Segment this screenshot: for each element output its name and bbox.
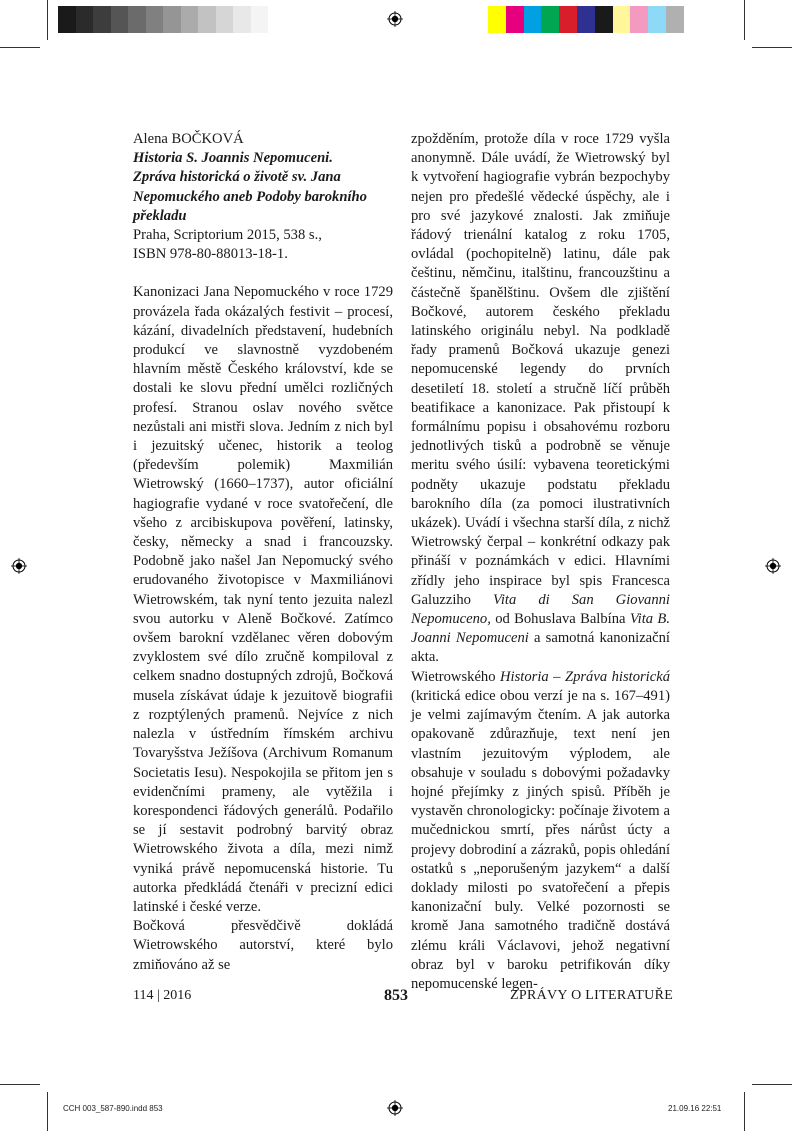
book-publisher: Praha, Scriptorium 2015, 538 s.,: [133, 227, 322, 244]
body-paragraph-2: Bočková přesvědčivě dokládá Wietrowského autorství, které bylo zmiňováno až se: [133, 918, 393, 973]
page-number: 853: [384, 987, 408, 1004]
book-title-line-3: Nepomuckého aneb Podoby barokního: [133, 188, 367, 205]
body-paragraph-1: Kanonizaci Jana Nepomuckého v roce 1729 provázela řada okázalých festivit – procesí, kázání, divadelních představení, hudebních produkcí ve slavnostně vyzdobeném hlavním městě Českého království, kde se dostali ke slovu přední umělci rozličných profesí. Stranou oslav nového světce nezůstali ani mistři slova. Jedním z nich byl i jezuitský učenec, historik a teolog (především polemik) Maxmilián Wietrowský (1660–1737), autor oficiální hagiografie vydané v roce svatořečení, dle všeho z arcibiskupova pověření, latinsky, česky, německy a snad i francouzsky. Podobně jako našel Jan Nepomucký svého erudovaného životopisce v Maxmiliánovi Wietrowském, tak nyní tento jezuita nalezl svou autorku v Aleně Bočkové. Zatímco ovšem barokní vzdělanec věren dobovým zvyklostem své dílo zručně kompiloval z celkem snadno dostupných zdrojů, Bočková musela získávat údaje k jezuitově biografii z rozptýlených pramenů. Nejvíce z nich nalezla v ústředním římském archivu Tovaryšstva Ježíšova (Archivum Romanum Societatis Iesu). Nespokojila se přitom jen s evidenčními prameny, ale vytěžila i korespondenci řádových generálů. Podařilo se jí sestavit podrobný barvitý obraz Wietrowského života a díla, mezi nimž vyniká právě nepomucenská historie. Tu autorka předkládá čtenáři v precizní edici latinské i české verze.: [133, 284, 393, 915]
book-isbn: ISBN 978-80-88013-18-1.: [133, 246, 288, 263]
crop-mark-right-top: [752, 47, 792, 48]
color-swatch: [146, 6, 164, 33]
crop-mark-top-left: [47, 0, 48, 40]
paragraph-text: od Bohuslava Balbína: [490, 611, 630, 628]
paragraph-text: a samotná kanonizační akta.: [411, 630, 670, 666]
registration-mark-left-icon: [11, 558, 27, 574]
color-swatch: [233, 6, 251, 33]
color-swatch: [181, 6, 199, 33]
crop-mark-right-bottom: [752, 1084, 792, 1085]
color-swatch: [93, 6, 111, 33]
color-swatch: [524, 6, 542, 33]
italic-title-galuzzi: Vita di San Giovanni Nepomuceno,: [411, 591, 670, 628]
book-title-line-4: překladu: [133, 207, 187, 224]
crop-mark-left-top: [0, 47, 40, 48]
crop-mark-left-bottom: [0, 1084, 40, 1085]
color-swatch: [216, 6, 234, 33]
paragraph-text: (kritická edice obou verzí je na s. 167–491) je velmi zajímavým čtením. A jak autorka opakovaně zdůrazňuje, text není jen vlastním jezuitovým výplodem, ale obsahuje v souladu s dobovými požadavky hojné přejímky z jiných spisů. Příběh je vystavěn chronologicky: počínaje životem a mučednickou smrtí, přes nárůst úcty a projevy dobrodiní a zázraků, popis ohledání ostatků s „neporušeným jazykem“ a další doklady milosti po svatořečení a přepis kanonizační buly. Velké pozornosti se kromě Jana samotného tradičně dostává zlému králi Václavovi, jehož negativní obraz byl v baroku petrifikován díky nepomucenské legen-: [411, 687, 670, 992]
right-column: [411, 130, 670, 994]
color-swatch: [630, 6, 648, 33]
slug-filename: CCH 003_587-890.indd 853: [63, 1104, 163, 1113]
crop-mark-bottom-left: [47, 1092, 48, 1131]
italic-title-historia: Historia – Zpráva historická: [500, 668, 670, 685]
color-swatch: [506, 6, 524, 33]
color-swatch: [613, 6, 631, 33]
slug-timestamp: 21.09.16 22:51: [668, 1104, 722, 1113]
color-swatch: [76, 6, 94, 33]
paragraph-text: zpožděním, protože díla v roce 1729 vyšla anonymně. Dále uvádí, že Wietrowský byl k vytvoření hagiografie vybrán bezpochyby nejen pro předešlé vědecké úspěchy, ale i pro své jazykové znalosti. Jak zmiňuje řádový trienální katalog z roku 1705, ovládal (pochopitelně) latinu, dále pak češtinu, němčinu, italštinu, francouzštinu a částečně španělštinu. Ovšem dle zjištění Bočkové, autorem českého překladu latinského originálu nebyl. Na podkladě řady pramenů Bočková ukazuje genezi nepomucenské legendy do prvních desetiletí 18. století a stručně líčí průběh beatifikace a kanonizace. Pak přistoupí k formálnímu popisu i obsahovému rozboru jednotlivých tisků a podrobně se věnuje meritu svého úsilí: vybavena teoretickými podněty ukazuje podstatu překladu barokního díla (za pomoci ilustrativních ukázek). Uvádí i všechna starší díla, z nichž Wietrowský čerpal – konkrétní odkazy pak přináší v poznámkách v edici. Hlavními zřídly jeho inspirace byl spis Francesca Galuzziho: [411, 131, 670, 608]
registration-mark-top-icon: [387, 11, 403, 27]
color-swatch: [595, 6, 613, 33]
color-swatch: [128, 6, 146, 33]
book-title-line-2: Zpráva historická o životě sv. Jana: [133, 169, 341, 186]
color-swatch: [666, 6, 684, 33]
body-paragraph-3: [411, 668, 670, 994]
body-paragraph-2-continued: [411, 130, 670, 668]
journal-title: ZPRÁVY O LITERATUŘE: [510, 988, 674, 1003]
gray-calibration-bar: [58, 6, 268, 33]
registration-mark-bottom-icon: [387, 1100, 403, 1116]
color-swatch: [58, 6, 76, 33]
color-swatch: [488, 6, 506, 33]
book-title-line-1: Historia S. Joannis Nepomuceni.: [133, 150, 333, 167]
color-swatch: [541, 6, 559, 33]
left-column: [133, 130, 393, 975]
color-swatch: [251, 6, 269, 33]
color-swatch: [111, 6, 129, 33]
color-swatch: [198, 6, 216, 33]
crop-mark-top-right: [744, 0, 745, 40]
book-author: Alena BOČKOVÁ: [133, 131, 244, 147]
paragraph-text: Wietrowského: [411, 668, 501, 685]
issue-number: 114 | 2016: [133, 988, 192, 1003]
color-calibration-bar: [488, 6, 684, 33]
book-reference: [133, 130, 393, 264]
color-swatch: [163, 6, 181, 33]
registration-mark-right-icon: [765, 558, 781, 574]
crop-mark-bottom-right: [744, 1092, 745, 1131]
color-swatch: [559, 6, 577, 33]
color-swatch: [577, 6, 595, 33]
italic-title-balbin: Vita B. Joanni Nepomuceni: [411, 611, 670, 647]
color-swatch: [648, 6, 666, 33]
